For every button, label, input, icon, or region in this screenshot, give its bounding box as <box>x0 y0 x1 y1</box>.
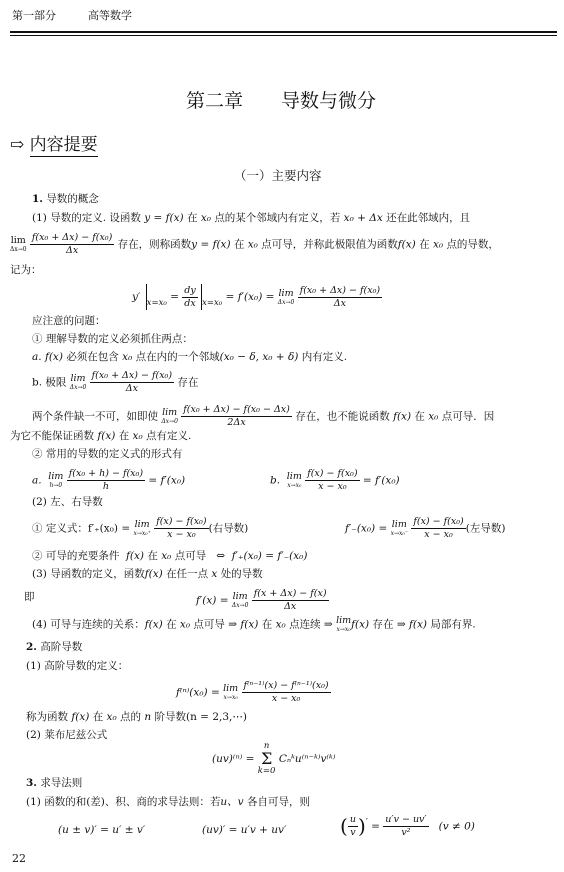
note-condition-line-2: 为它不能保证函数 f(x) 在 x₀ 点有定义. <box>10 430 192 442</box>
sum-rule: (u ± v)′ = u′ ± v′ <box>58 824 146 836</box>
item-1-heading: 1. 导数的概念 <box>32 193 99 205</box>
subsection-title: （一）主要内容 <box>234 168 322 183</box>
note-condition-line: 两个条件缺一不可，如即使 lim Δx→0 $\frac{\text{f(x₀ + Δx) − f(x₀ − Δx)}}{2\Delta x}$ 存在，也不能说函数 f(x) 在 x₀ 点可导．因 <box>32 404 495 428</box>
running-header-subject: 高等数学 <box>88 9 132 22</box>
quotient-rule: ( $\frac{u}{v}$ )′ = $\frac{u'v - uv'}{\text{v²}}$ (v ≠ 0) <box>340 814 475 838</box>
continuity-relation: (4) 可导与连续的关系：f(x) 在 x₀ 点可导 ⇒ f(x) 在 x₀ 点连续 ⇒ lim x→x₀ f(x) 存在 ⇒ f(x) 局部有界. <box>32 615 476 633</box>
differentiability-condition: ② 可导的充要条件 f(x) 在 x₀ 点可导 ⇔ f′₊(x₀) = f′₋(x₀) <box>32 550 308 562</box>
note-2: ② 常用的导数的定义式的形式有 <box>32 448 183 460</box>
def-line-3: 记为： <box>10 264 42 276</box>
header-rule-thin <box>10 35 557 36</box>
higher-derivative-name: 称为函数 f(x) 在 x₀ 点的 n 阶导数(n = 2,3,⋯) <box>26 711 247 723</box>
item-3-heading: 3. 求导法则 <box>26 777 83 789</box>
derivative-function-formula: f′(x) = lim Δx→0 $\frac{f(x + \Delta x) - f(x)}{\Delta x}$ <box>196 588 327 612</box>
product-rule: (uv)′ = u′v + uv′ <box>202 824 287 836</box>
def-line-2: lim Δx→0 $\frac{\text{f(x₀ + Δx) − f(x₀)}}{\Delta x}$ 存在，则称函数y = f(x) 在 x₀ 点可导，并称此极限值为函数f(x) 在 x₀ 点的导数， <box>10 232 499 256</box>
item-2-heading: 2. 高阶导数 <box>26 641 83 653</box>
higher-derivative-formula: f⁽ⁿ⁾(x₀) = lim x→x₀ $\frac{\text{f⁽ⁿ⁻¹⁾(x) − f⁽ⁿ⁻¹⁾(x₀)}}{\text{x − x₀}}$ <box>176 680 329 704</box>
arithmetic-rules-heading: (1) 函数的和(差)、积、商的求导法则：若u、v 各自可导，则 <box>26 796 310 808</box>
left-derivative-formula: f′₋(x₀) = lim x→x₀⁻ $\frac{\text{f(x) − f(x₀)}}{\text{x − x₀}}$ (左导数) <box>345 516 506 540</box>
formula-a: a. lim h→0 $\frac{\text{f(x₀ + h) − f(x₀)}}{h}$ = f′(x₀) <box>32 468 186 492</box>
header-rule-thick <box>10 31 557 33</box>
note-1a: a. f(x) 必须在包含 x₀ 点在内的一个邻域(x₀ − δ, x₀ + δ) 内有定义. <box>32 351 348 363</box>
chapter-title: 第二章 导数与微分 <box>186 90 377 112</box>
derivative-definition-formula: y′ x=x₀ = $\frac{dy}{dx}$ x=x₀ = f′(x₀) = lim Δx→0 $\frac{\text{f(x₀ + Δx) − f(x₀)}}{\Delta x}$ <box>132 284 381 309</box>
derivative-function-heading: (3) 导函数的定义，函数f(x) 在任一点 x 处的导数 <box>32 568 263 580</box>
ji-label: 即 <box>24 591 35 603</box>
leibniz-heading: (2) 莱布尼兹公式 <box>26 729 108 741</box>
running-header-part: 第一部分 <box>12 9 56 22</box>
section-heading <box>10 130 98 155</box>
one-sided-heading: (2) 左、右导数 <box>32 496 103 508</box>
arrow-right-icon: ⇨ <box>10 135 25 155</box>
note-1: ① 理解导数的定义必须抓住两点： <box>32 333 193 345</box>
right-derivative-formula: ① 定义式：f′₊(x₀) = lim x→x₀⁺ $\frac{\text{f(x) − f(x₀)}}{\text{x − x₀}}$ (右导数) <box>32 516 249 540</box>
section-title: 内容提要 <box>29 135 98 155</box>
leibniz-formula: (uv)⁽ⁿ⁾ = n Σ k=0 Cₙᵏu⁽ⁿ⁻ᵏ⁾v⁽ᵏ⁾ <box>212 741 336 776</box>
def-line-1: (1) 导数的定义. 设函数 y = f(x) 在 x₀ 点的某个邻域内有定义，若 x₀ + Δx 还在此邻域内，且 <box>32 212 471 224</box>
page-number: 22 <box>12 852 26 865</box>
formula-b: b. lim x→x₀ $\frac{\text{f(x) − f(x₀)}}{\text{x − x₀}}$ = f′(x₀) <box>270 468 400 492</box>
notes-intro: 应注意的问题： <box>32 315 106 327</box>
higher-derivative-def: (1) 高阶导数的定义： <box>26 660 129 672</box>
note-1b: b. 极限 lim Δx→0 $\frac{\text{f(x₀ + Δx) − f(x₀)}}{\Delta x}$ 存在 <box>32 370 199 394</box>
